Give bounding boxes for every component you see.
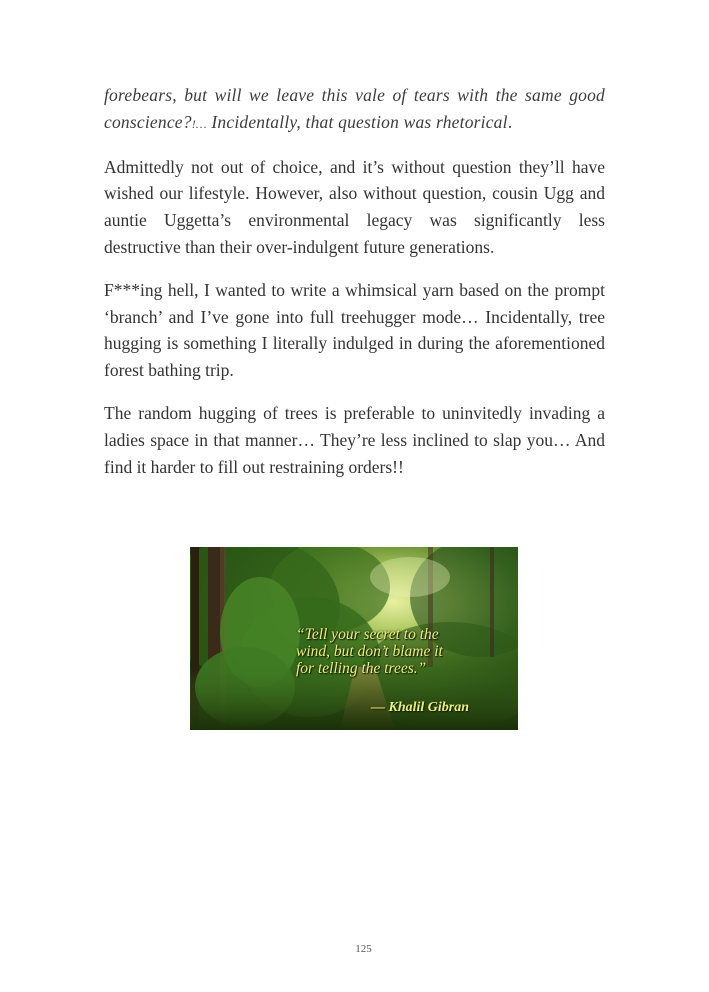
page-body [104, 82, 605, 480]
quote-text [296, 626, 511, 677]
paragraph-2: Admittedly not out of choice, and it’s without question they’ll have wished our lifestyle. However, also without question, cousin Ugg and auntie Uggetta’s environmental legacy was significantly less destructive than their over-indulgent future generations. [104, 156, 605, 257]
paragraph-1-text: forebears, but will we leave this vale of tears with the same good conscience? [104, 85, 605, 132]
quote-line: wind, but don’t blame it [296, 643, 443, 660]
paragraph-1-period: . [507, 111, 513, 132]
quote-attribution: — Khalil Gibran [371, 700, 470, 715]
paragraph-1-ellipsis: !… [191, 116, 207, 131]
paragraph-1-rest: Incidentally, that question was rhetorical [206, 111, 508, 132]
paragraph-1 [104, 82, 605, 138]
paragraph-3: F***ing hell, I wanted to write a whimsical yarn based on the prompt ‘branch’ and I’ve gone into full treehugger mode… Incidentally, tree hugging is something I literally indulged in during the aforementioned forest bathing trip. [104, 279, 605, 381]
page-number: 125 [355, 943, 372, 955]
paragraph-4: The random hugging of trees is preferable to uninvitedly invading a ladies space in that manner… They’re less inclined to slap you… And find it harder to fill out restraining orders!! [104, 402, 605, 477]
quote-line: for telling the trees.” [296, 660, 427, 677]
forest-quote-image [190, 547, 518, 730]
quote-line: “Tell your secret to the [296, 626, 439, 643]
